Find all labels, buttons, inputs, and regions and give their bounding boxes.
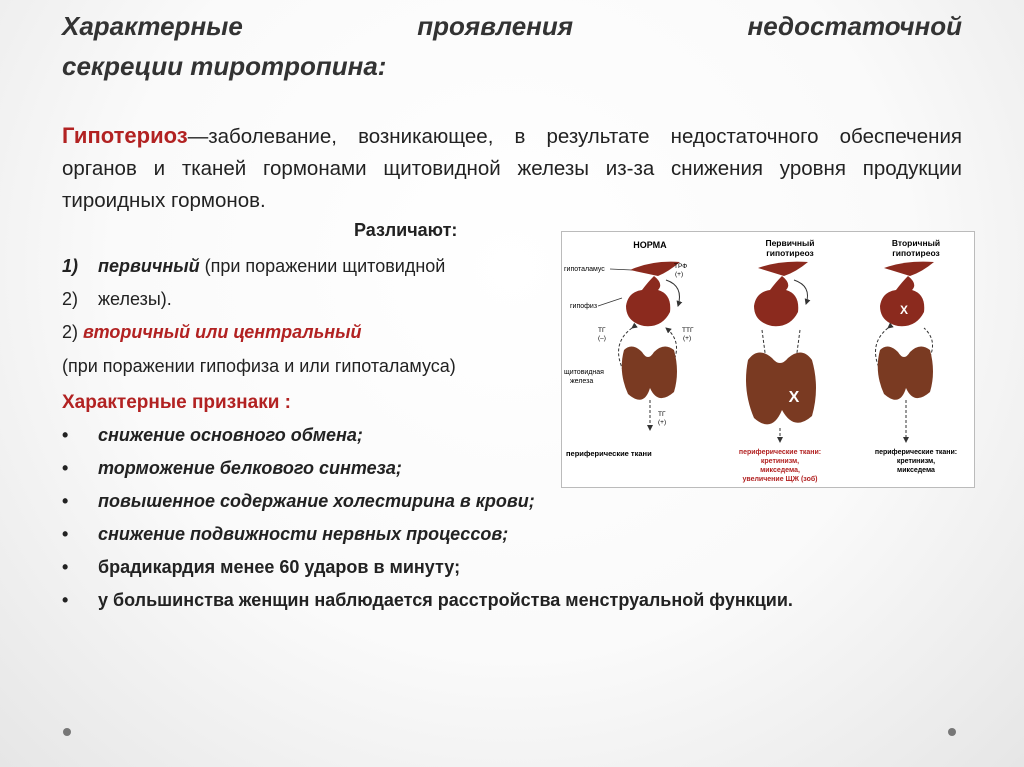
slide-corner-dot-right [948, 728, 956, 736]
secondary-thyroid-shape [878, 346, 933, 399]
primary-hypothalamus-shape [758, 262, 808, 276]
hypothalamus-label: гипоталамус [564, 266, 605, 273]
trf-label: ТРФ [674, 263, 688, 270]
type-num-2: 2) [62, 289, 79, 309]
type-primary: первичный [98, 256, 200, 276]
trf-sign: (+) [675, 271, 684, 278]
ttg-sign: (+) [683, 335, 692, 342]
type-line-3 [62, 322, 362, 343]
periph-norm-label: периферические ткани [566, 449, 652, 458]
pituitary-label: гипофиз [570, 303, 598, 310]
norm-pituitary-shape [626, 276, 670, 326]
sign-item: • повышенное содержание холестирина в крови; [62, 490, 922, 512]
col-norm-label: НОРМА [633, 240, 667, 250]
type-num-1: 1) [62, 256, 79, 276]
title-word-1: Характерные [62, 11, 243, 41]
sign-item: • у большинства женщин наблюдается расстройства менструальной функции. [62, 589, 922, 611]
periph-primary-4: увеличение ЩЖ (зоб) [742, 476, 818, 483]
title-word-2: проявления [417, 11, 574, 41]
thyroid-label-1: щитовидная [564, 369, 604, 376]
title-word-3: недостаточной [747, 11, 962, 41]
secondary-pituitary-shape [880, 276, 924, 326]
primary-x-mark: X [788, 389, 800, 406]
signs-heading: Характерные признаки : [62, 392, 291, 413]
hypothyroidism-diagram [561, 231, 975, 488]
ttg-label: ТТГ [682, 327, 694, 334]
sign-item: • снижение подвижности нервных процессов; [62, 523, 922, 545]
col-secondary-label-2: гипотиреоз [892, 248, 940, 258]
periph-secondary-3: микседема [897, 467, 935, 474]
col-primary-label-2: гипотиреоз [766, 248, 814, 258]
col-primary-label-1: Первичный [765, 238, 815, 248]
norm-hypothalamus-shape [630, 262, 680, 276]
type-secondary: вторичный или центральный [83, 322, 362, 342]
tg-down-label: ТГ [658, 411, 666, 418]
definition-term: Гипотериоз [62, 123, 188, 148]
type-num-3: 2) [62, 322, 79, 342]
secondary-hypothalamus-shape [884, 262, 934, 276]
title-line-2: секреции тиротропина: [62, 51, 387, 81]
distinguish-heading: Различают: [354, 220, 458, 240]
thyroid-label-2: железа [570, 378, 594, 385]
type-primary-note-2: железы). [98, 289, 172, 309]
periph-primary-3: микседема, [760, 467, 800, 474]
tg-left-label: ТГ [598, 327, 606, 334]
secondary-x-mark: X [899, 303, 909, 317]
slide-corner-dot-left [63, 728, 71, 736]
sign-item: • брадикардия менее 60 ударов в минуту; [62, 556, 922, 578]
tg-left-sign: (–) [598, 335, 606, 342]
type-primary-note: (при поражении щитовидной [199, 256, 446, 276]
definition-text: —заболевание, возникающее, в результате недостаточного обеспечения органов и тканей гормонами щитовидной железы из-за снижения уровня продукции тироидных гормонов. [62, 125, 962, 212]
sign-item: • снижение основного обмена; [62, 424, 922, 446]
diagram-svg [562, 232, 974, 487]
periph-primary-2: кретинизм, [760, 458, 800, 465]
periph-secondary-2: кретинизм, [896, 458, 936, 465]
type-line-4: (при поражении гипофиза и или гипоталамуса) [62, 356, 456, 376]
tg-down-sign: (+) [658, 419, 667, 426]
type-line-2 [62, 289, 172, 310]
norm-thyroid-shape [622, 346, 677, 399]
primary-thyroid-shape [746, 352, 816, 424]
type-line-1 [62, 256, 445, 277]
definition-paragraph [62, 120, 962, 217]
slide-title [62, 6, 962, 86]
periph-secondary-1: периферические ткани: [874, 449, 958, 456]
sign-item: • торможение белкового синтеза; [62, 457, 922, 479]
periph-primary-1: периферические ткани: [738, 449, 822, 456]
primary-pituitary-shape [754, 276, 798, 326]
col-secondary-label-1: Вторичный [891, 238, 941, 248]
